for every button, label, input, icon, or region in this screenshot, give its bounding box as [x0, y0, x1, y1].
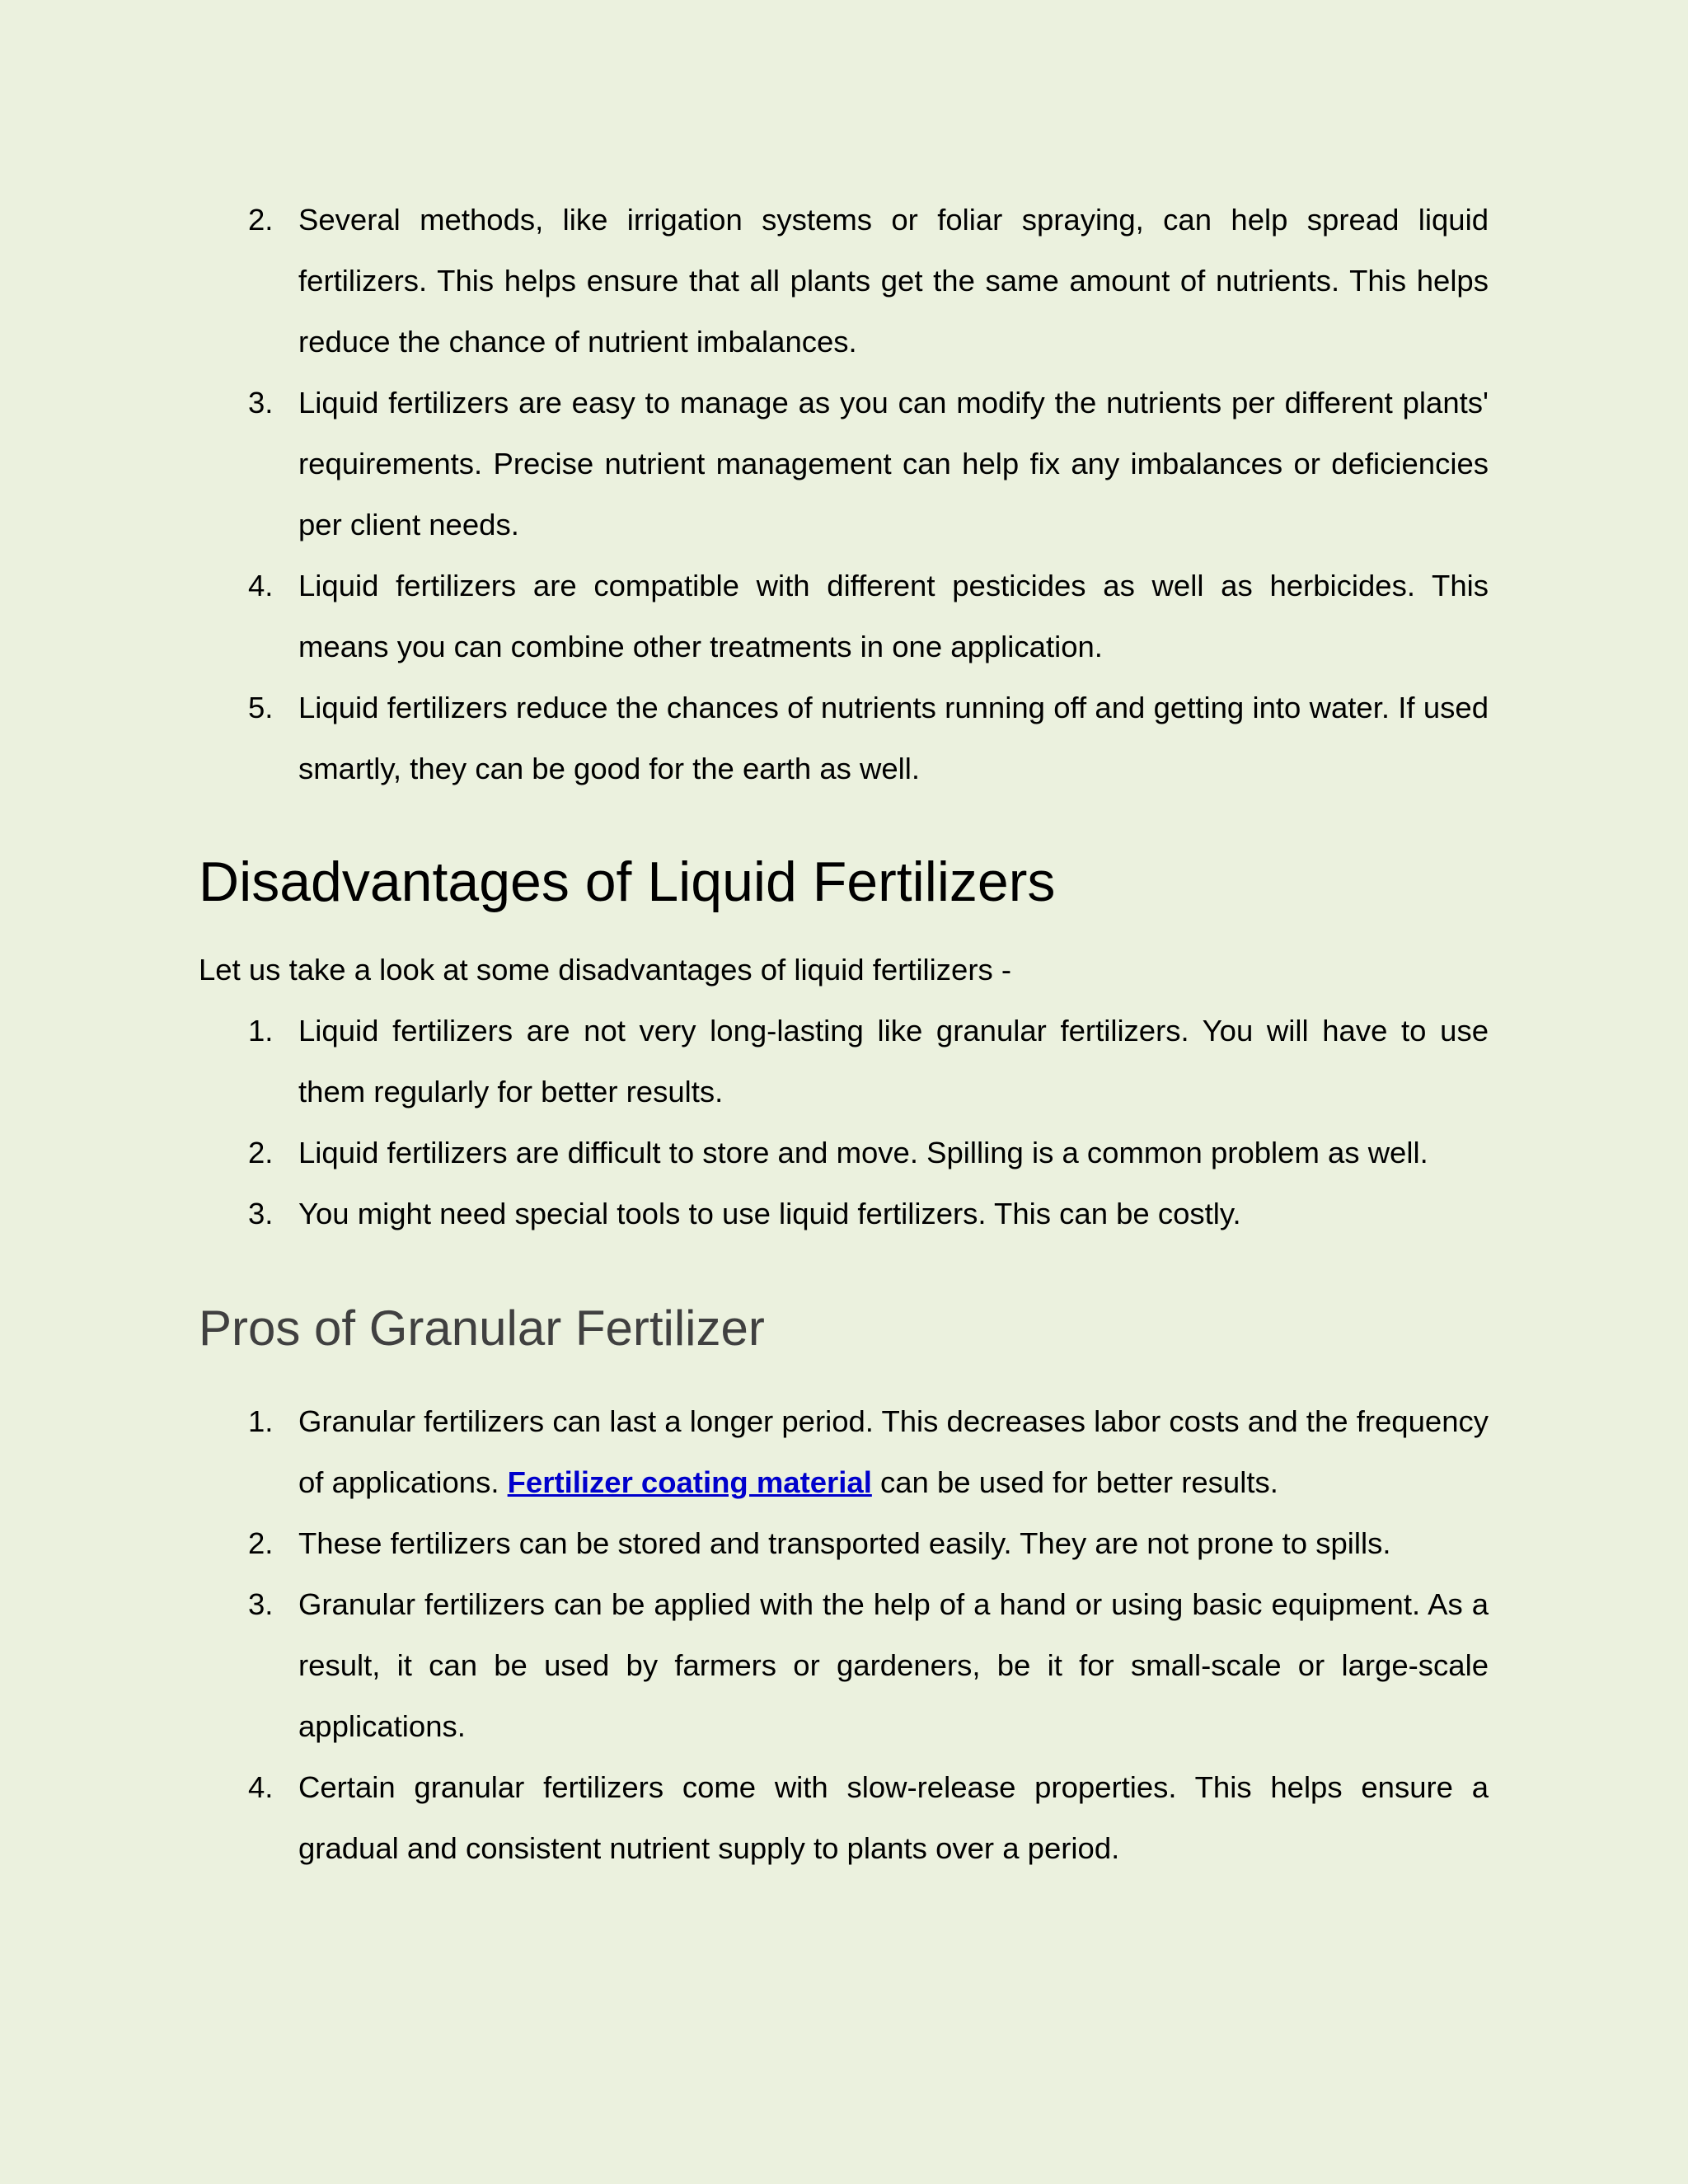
text-segment: Granular fertilizers can last a longer period. This decreases labor costs and the frequency of applications. [298, 1404, 1489, 1499]
list-number: 5. [248, 691, 274, 724]
pros-granular-list [199, 1391, 1489, 1879]
disadvantages-heading: Disadvantages of Liquid Fertilizers [199, 851, 1056, 913]
list-number: 2. [248, 203, 274, 237]
list-item-text: Several methods, like irrigation systems or foliar spraying, can help spread liquid fertilizers. This helps ensure that all plants get the same amount of nutrients. This helps reduce the chance of nutrient imbalances. [298, 203, 1489, 359]
list-item [199, 190, 1489, 373]
list-item-text: Liquid fertilizers are easy to manage as you can modify the nutrients per different plants' requirements. Precise nutrient management can help fix any imbalances or deficiencies per client needs. [298, 386, 1489, 541]
list-item [199, 1001, 1489, 1122]
list-item-text: You might need special tools to use liquid fertilizers. This can be costly. [298, 1197, 1241, 1230]
list-item-text: Certain granular fertilizers come with slow-release properties. This helps ensure a gradual and consistent nutrient supply to plants over a period. [298, 1770, 1489, 1865]
list-item-text: Liquid fertilizers are compatible with different pesticides as well as herbicides. This means you can combine other treatments in one application. [298, 569, 1489, 663]
list-number: 3. [248, 386, 274, 419]
list-number: 3. [248, 1197, 274, 1230]
list-item [199, 1122, 1489, 1183]
page-content [199, 190, 1489, 1879]
list-item [199, 1391, 1489, 1513]
list-number: 4. [248, 1770, 274, 1804]
list-item-text: These fertilizers can be stored and transported easily. They are not prone to spills. [298, 1526, 1391, 1560]
pros-granular-heading: Pros of Granular Fertilizer [199, 1301, 765, 1356]
list-item [199, 1513, 1489, 1574]
list-number: 2. [248, 1136, 274, 1169]
list-item [199, 1183, 1489, 1244]
list-number: 3. [248, 1587, 274, 1621]
liquid-advantages-list [199, 190, 1489, 799]
fertilizer-coating-material-link[interactable]: Fertilizer coating material [507, 1465, 872, 1499]
list-item [199, 373, 1489, 555]
text-segment: can be used for better results. [871, 1465, 1278, 1499]
list-item-text: Liquid fertilizers reduce the chances of nutrients running off and getting into water. If used smartly, they can be good for the earth as well. [298, 691, 1489, 785]
list-number: 2. [248, 1526, 274, 1560]
list-number: 4. [248, 569, 274, 602]
list-item [199, 1574, 1489, 1757]
list-item-text: Liquid fertilizers are difficult to store and move. Spilling is a common problem as well. [298, 1136, 1428, 1169]
disadvantages-intro: Let us take a look at some disadvantages of liquid fertilizers - [199, 953, 1012, 987]
list-number: 1. [248, 1014, 274, 1047]
list-item [199, 677, 1489, 799]
list-item [199, 1757, 1489, 1879]
list-item-text: Granular fertilizers can be applied with the help of a hand or using basic equipment. As a result, it can be used by farmers or gardeners, be it for small-scale or large-scale applications. [298, 1587, 1489, 1743]
list-item [199, 555, 1489, 677]
disadvantages-list [199, 1001, 1489, 1244]
list-item-text [298, 1391, 1489, 1513]
list-number: 1. [248, 1404, 274, 1438]
list-item-text: Liquid fertilizers are not very long-lasting like granular fertilizers. You will have to use them regularly for better results. [298, 1014, 1489, 1108]
